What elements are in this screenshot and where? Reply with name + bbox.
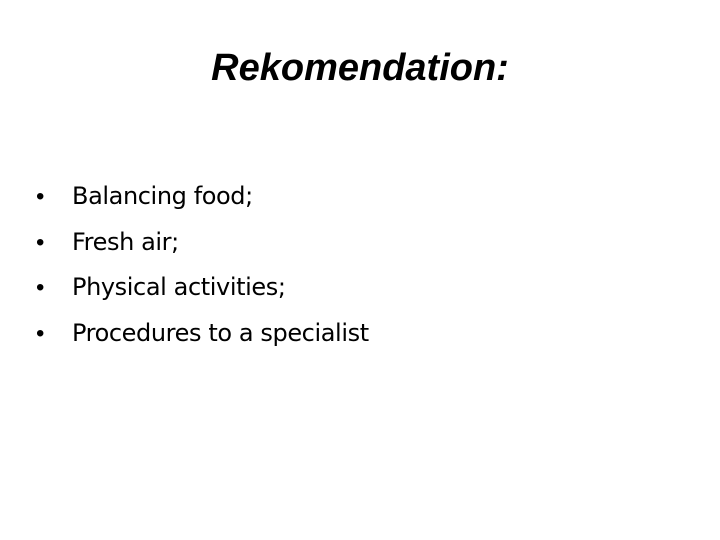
list-item — [36, 265, 676, 311]
bullet-dot-icon: • — [36, 319, 45, 347]
list-item-text: Balancing food; — [72, 182, 253, 210]
bullet-dot-icon: • — [36, 274, 45, 301]
list-item — [36, 174, 676, 220]
bullet-dot-icon: • — [36, 228, 45, 256]
bullet-dot-icon: • — [36, 183, 45, 210]
slide-title: Rekomendation: — [211, 47, 509, 89]
list-item-text: Fresh air; — [72, 227, 179, 256]
bullet-list — [36, 174, 676, 356]
list-item — [36, 220, 676, 266]
list-item — [36, 311, 676, 357]
list-item-text: Physical activities; — [72, 273, 286, 301]
list-item-text: Procedures to a specialist — [72, 318, 369, 347]
